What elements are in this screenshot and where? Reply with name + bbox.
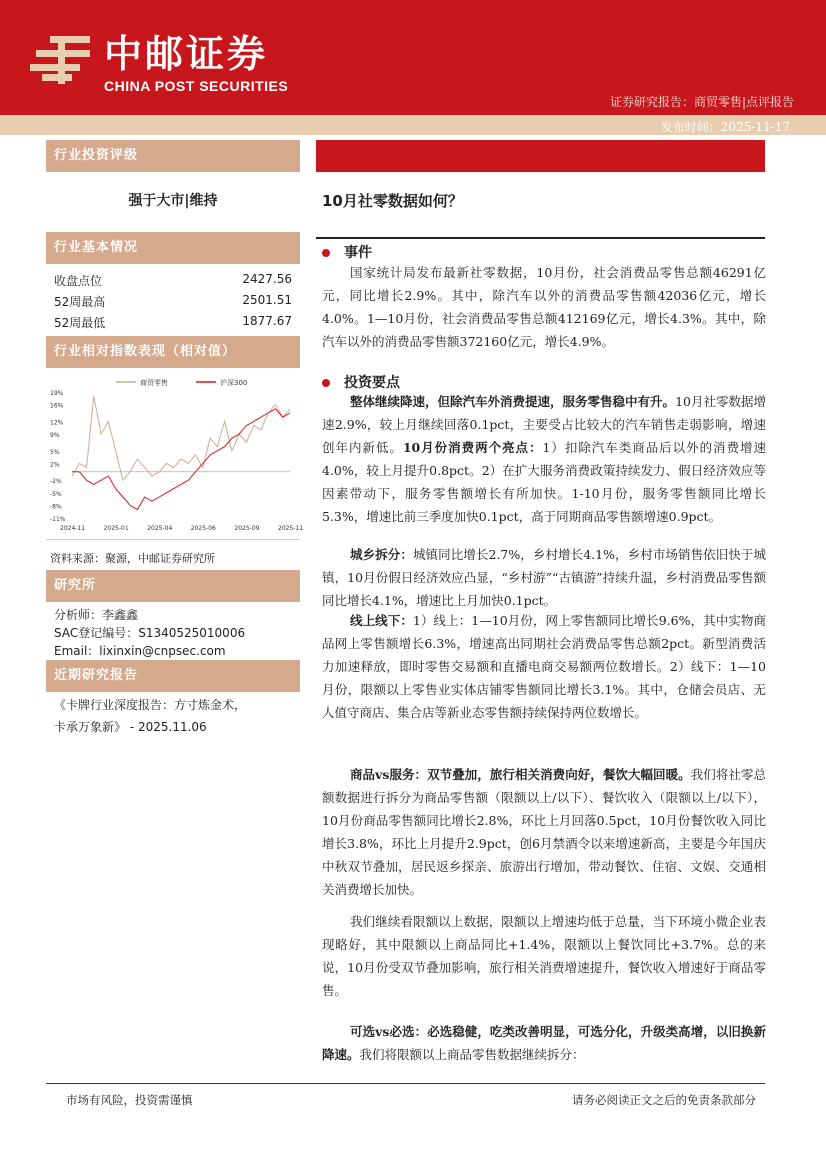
recent-report-line2[interactable]: 卡承万象新》 - 2025.11.06 <box>54 720 207 734</box>
analyst-heading: 研究所 <box>46 570 300 602</box>
event-heading-text: 事件 <box>344 245 372 261</box>
analyst-name: 分析师：李鑫鑫 <box>54 608 139 622</box>
x-tick-label: 2025-11 <box>278 525 304 532</box>
x-tick-label: 2025-01 <box>103 525 129 532</box>
point-3-text: 1）线上：1—10月份，网上零售额同比增长9.6%，其中实物商品网上零售额增长6.3%，增速高出同期社会消费品零售总额2pct。新型消费活力加速释放，即时零售交易额和直播电商交易额两位数增长。2）线下：1—10月份，限额以上零售业实体店铺零售额同比增长3.1%。其中，仓储会员店、无人值守商店、集合店等新业态零售额持续保持两位数增长。 <box>322 613 766 720</box>
basic-info-heading: 行业基本情况 <box>46 232 300 264</box>
y-tick-label: -5% <box>50 490 62 498</box>
point-4 <box>322 763 766 901</box>
rating-heading: 行业投资评级 <box>46 140 300 172</box>
recent-reports-heading: 近期研究报告 <box>46 660 300 692</box>
event-paragraph: 国家统计局发布最新社零数据，10月份，社会消费品零售总额46291亿元，同比增长2.9%。其中，除汽车以外的消费品零售额42036亿元，增长4.0%。1—10月份，社会消费品零售总额412169亿元，增长4.3%。其中，除汽车以外的消费品零售额372160亿元，增长4.9%。 <box>322 265 766 349</box>
point-6-text: 我们将限额以上商品零售数据继续拆分： <box>359 1047 585 1062</box>
x-tick-label: 2025-06 <box>190 525 216 532</box>
x-tick-label: 2025-09 <box>234 525 260 532</box>
recent-report-line1[interactable]: 《卡牌行业深度报告：方寸炼金术， <box>54 698 247 712</box>
event-heading <box>322 242 372 262</box>
y-tick-label: 12% <box>50 419 64 427</box>
y-tick-label: -11% <box>50 516 66 523</box>
footer-risk: 市场有风险，投资需谨慎 <box>66 1093 193 1107</box>
x-tick-label: 2025-04 <box>147 525 173 532</box>
analyst-sac: SAC登记编号：S1340525010006 <box>54 626 246 640</box>
info-value: 2501.51 <box>242 293 292 307</box>
info-value: 2427.56 <box>242 272 292 286</box>
y-tick-label: 9% <box>50 432 60 439</box>
info-key: 收盘点位 <box>54 274 103 288</box>
y-tick-label: 16% <box>50 402 64 410</box>
title-red-bar <box>316 140 765 172</box>
point-3 <box>322 609 766 724</box>
report-header <box>0 0 826 132</box>
point-4-lead: 商品vs服务：双节叠加，旅行相关消费向好，餐饮大幅回暖。 <box>350 767 691 782</box>
publish-date: 发布时间：2025-11-17 <box>660 120 790 134</box>
bullet-icon <box>322 379 330 387</box>
info-key: 52周最低 <box>54 316 106 330</box>
chart-source: 资料来源：聚源，中邮证券研究所 <box>50 552 215 565</box>
point-3-lead: 线上线下： <box>350 613 413 628</box>
point-1 <box>322 390 766 528</box>
y-tick-label: 2% <box>50 461 60 469</box>
point-5: 我们继续看限额以上数据，限额以上增速均低于总量，当下环境小微企业表现略好，其中限额以上商品同比+1.4%，限额以上餐饮同比+3.7%。总的来说，10月份受双节叠加影响，旅行相关消费增速提升，餐饮收入增速好于商品零售。 <box>322 914 766 998</box>
point-2-text: 城镇同比增长2.7%，乡村增长4.1%，乡村市场销售依旧快于城镇，10月份假日经济效应凸显，“乡村游”“古镇游”持续升温，乡村消费品零售额同比增长4.1%，增速比上月加快0.1pct。 <box>322 547 766 608</box>
china-post-logo-icon <box>28 34 98 86</box>
footer-rule <box>46 1083 765 1084</box>
report-category: 证券研究报告：商贸零售|点评报告 <box>609 95 794 109</box>
title-rule <box>316 237 765 239</box>
point-1-lead2: 10月份消费两个亮点： <box>402 440 543 455</box>
analyst-email[interactable]: Email：lixinxin@cnpsec.com <box>54 644 226 658</box>
index-chart-svg <box>46 370 304 540</box>
chart-heading: 行业相对指数表现（相对值） <box>46 336 300 368</box>
bullet-icon <box>322 249 330 257</box>
info-row-close <box>54 272 292 289</box>
footer-disclaimer: 请务必阅读正文之后的免责条款部分 <box>572 1093 756 1107</box>
point-1-lead: 整体继续降速，但除汽车外消费提速，服务零售稳中有升。 <box>350 394 676 409</box>
x-tick-label: 2024-11 <box>60 525 86 532</box>
info-row-high <box>54 293 292 310</box>
y-tick-label: 5% <box>50 448 60 456</box>
point-6 <box>322 1020 766 1066</box>
y-tick-label: -8% <box>50 503 62 511</box>
rating-value: 强于大市|维持 <box>128 193 218 209</box>
point-2-lead: 城乡拆分： <box>350 547 413 562</box>
info-row-low <box>54 314 292 331</box>
info-value: 1877.67 <box>242 314 292 328</box>
point-2 <box>322 543 766 612</box>
brand-name-cn: 中邮证券 <box>104 32 269 76</box>
info-key: 52周最高 <box>54 295 106 309</box>
series-line-0 <box>72 396 290 480</box>
points-heading-text: 投资要点 <box>344 375 400 391</box>
point-1-text-a: 10月社零数据增速2.9%，较上月继续回落0.1pct，主要受占比较大的汽车销售走弱影响，增速创年内新低。 <box>322 394 766 455</box>
point-1-text-b: 1）扣除汽车类商品后以外的消费增速4.0%，较上月提升0.8pct。2）在扩大服务消费政策持续发力、假日经济效应等因素带动下，服务零售额增长有所加快。1-10月份，服务零售额同比增长5.3%，增速比前三季度加快0.1pct，高于同期商品零售额增速0.9pct。 <box>322 440 766 524</box>
brand-name-en: CHINA POST SECURITIES <box>104 78 289 94</box>
report-title: 10月社零数据如何？ <box>322 192 463 210</box>
legend-label-1: 沪深300 <box>220 379 248 387</box>
point-6-lead: 可选vs必选：必选稳健，吃类改善明显，可选分化，升级类高增，以旧换新降速。 <box>322 1024 766 1062</box>
point-4-text: 我们将社零总额数据进行拆分为商品零售额（限额以上/以下）、餐饮收入（限额以上/以下），10月份商品零售额同比增长2.8%，环比上月回落0.5pct，10月份餐饮收入同比增长3.8%，环比上月提升2.9pct，创6月禁酒令以来增速新高，主要是今年国庆中秋双节叠加，居民返乡探亲、旅游出行增加，带动餐饮、住宿、文娱、交通相关消费增长加快。 <box>322 767 766 897</box>
y-tick-label: -2% <box>50 478 62 486</box>
y-tick-label: 19% <box>50 390 64 397</box>
index-chart <box>46 370 304 540</box>
points-heading <box>322 372 400 392</box>
legend-label-0: 商贸零售 <box>140 379 168 387</box>
